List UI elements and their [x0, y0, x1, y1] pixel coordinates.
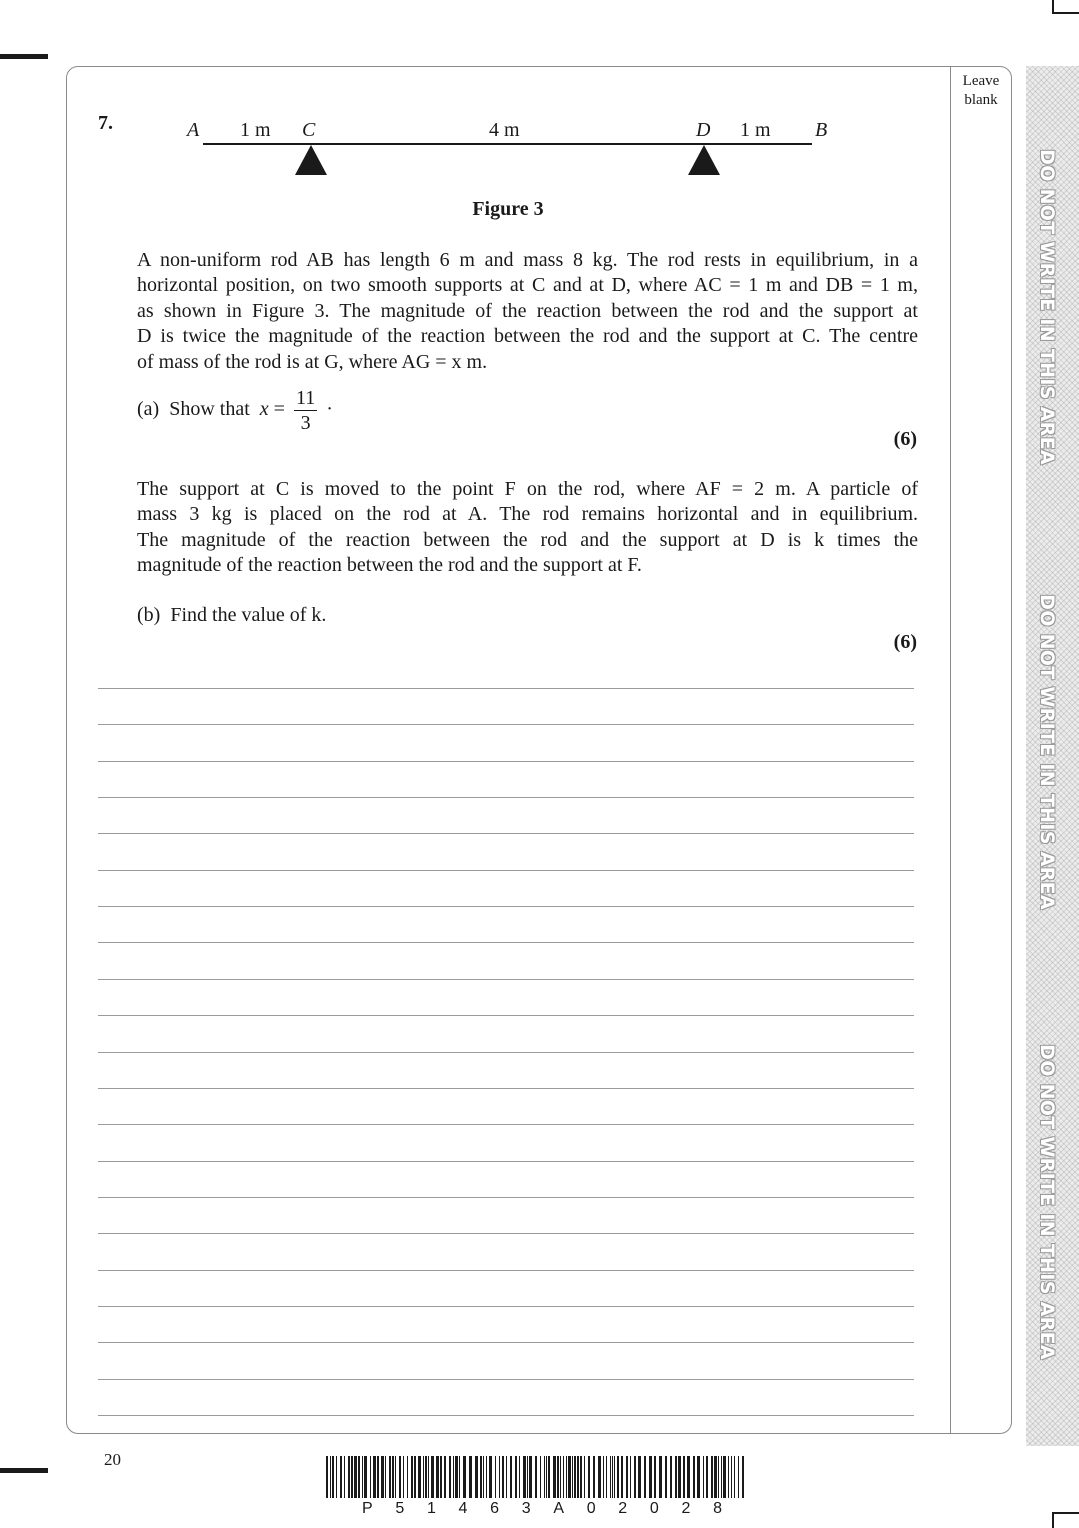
barcode-digit: 8: [713, 1500, 722, 1517]
answer-line: [98, 1270, 914, 1271]
part-a-end-dot: ·: [326, 398, 333, 421]
barcode-bar: [560, 1456, 561, 1498]
barcode-bar: [711, 1456, 713, 1498]
barcode-bar: [348, 1456, 350, 1498]
barcode-bar: [428, 1456, 429, 1498]
barcode-bar: [444, 1456, 446, 1498]
barcode-bar: [665, 1456, 667, 1498]
barcode-bar: [742, 1456, 744, 1498]
barcode-bar: [630, 1456, 631, 1498]
barcode-bar: [486, 1456, 487, 1498]
barcode-bar: [418, 1456, 421, 1498]
barcode-bar: [703, 1456, 704, 1498]
barcode-bar: [577, 1456, 579, 1498]
barcode-bar: [483, 1456, 484, 1498]
continuation-line: The magnitude of the reaction between the rod and the support at D is k times the: [137, 528, 918, 551]
part-a-label: (a): [137, 398, 160, 421]
answer-line: [98, 1415, 914, 1416]
question-continuation: [137, 477, 918, 579]
barcode-bar: [336, 1456, 337, 1498]
part-a-text: Show that: [169, 398, 250, 421]
barcode-digit: 2: [618, 1500, 628, 1517]
barcode-bar: [634, 1456, 636, 1498]
barcode-bar: [649, 1456, 652, 1498]
rod-diagram: [195, 138, 820, 182]
barcode-bar: [326, 1456, 328, 1498]
barcode-bar: [617, 1456, 619, 1498]
barcode-bar: [606, 1456, 607, 1498]
barcode-bar: [548, 1456, 550, 1498]
barcode-bar: [499, 1456, 500, 1498]
barcode-bar: [395, 1456, 396, 1498]
continuation-line: magnitude of the reaction between the rod and the support at F.: [137, 554, 642, 577]
fraction-numerator: 11: [295, 387, 316, 409]
barcode-bar: [502, 1456, 504, 1498]
barcode-bar: [738, 1456, 739, 1498]
part-a-marks: (6): [893, 428, 917, 450]
part-a-variable: x: [259, 398, 269, 421]
barcode-bar: [557, 1456, 559, 1498]
barcode-bar: [519, 1456, 520, 1498]
barcode-digit: 0: [586, 1500, 596, 1517]
barcode-bar: [553, 1456, 556, 1498]
point-label-c: C: [302, 119, 316, 141]
answer-line: [98, 688, 914, 689]
barcode-bar: [381, 1456, 384, 1498]
barcode-bar: [358, 1456, 360, 1498]
answer-line: [98, 724, 914, 725]
barcode-bar: [675, 1456, 677, 1498]
barcode-bar: [469, 1456, 472, 1498]
barcode-digit: 5: [395, 1500, 405, 1517]
answer-line: [98, 870, 914, 871]
continuation-line: The support at C is moved to the point F on the rod, where AF = 2 m. A particle of: [137, 478, 918, 500]
barcode-bar: [568, 1456, 571, 1498]
barcode-bar: [678, 1456, 681, 1498]
dimension-cd: 4 m: [489, 119, 520, 141]
barcode-bar: [480, 1456, 482, 1498]
answer-line: [98, 1124, 914, 1125]
barcode-bar: [612, 1456, 613, 1498]
barcode-bar: [610, 1456, 611, 1498]
answer-line: [98, 979, 914, 980]
barcode-bar: [515, 1456, 517, 1498]
barcode-bar: [714, 1456, 717, 1498]
leave-blank-divider: [950, 66, 951, 1434]
question-number: 7.: [98, 112, 113, 134]
barcode-bar: [449, 1456, 451, 1498]
barcode-bar: [563, 1456, 564, 1498]
barcode-bar: [693, 1456, 695, 1498]
answer-line: [98, 1161, 914, 1162]
registration-mark-left-top: [0, 54, 48, 59]
barcode-bar: [453, 1456, 454, 1498]
barcode-bar: [670, 1456, 672, 1498]
barcode-bar: [580, 1456, 582, 1498]
barcode-bar: [425, 1456, 427, 1498]
barcode-digit: 4: [458, 1500, 468, 1517]
barcode-digit: 0: [649, 1500, 659, 1517]
barcode-bar: [540, 1456, 541, 1498]
barcode-bar: [389, 1456, 391, 1498]
point-label-b: B: [815, 119, 828, 141]
barcode-bar: [728, 1456, 729, 1498]
barcode-bar: [687, 1456, 690, 1498]
barcode-bar: [529, 1456, 532, 1498]
barcode-bar: [385, 1456, 386, 1498]
barcode-bar: [593, 1456, 595, 1498]
part-a-equals: =: [273, 398, 285, 421]
answer-line: [98, 1342, 914, 1343]
answer-line: [98, 1052, 914, 1053]
barcode-bar: [431, 1456, 434, 1498]
barcode-bar: [572, 1456, 573, 1498]
answer-line: [98, 833, 914, 834]
barcode-bar: [588, 1456, 590, 1498]
barcode-bar: [706, 1456, 708, 1498]
point-label-a: A: [187, 119, 200, 141]
support-c-triangle: [295, 145, 327, 175]
barcode-bar: [475, 1456, 478, 1498]
registration-mark-bottom-right-h: [1052, 1512, 1079, 1514]
barcode-digit: 2: [681, 1500, 691, 1517]
barcode-bar: [734, 1456, 735, 1498]
barcode-digit: 1: [426, 1500, 436, 1517]
barcode-bar: [423, 1456, 424, 1498]
part-b-label: (b): [137, 604, 161, 626]
registration-mark-bottom-right: [1052, 1512, 1054, 1528]
barcode-bar: [535, 1456, 537, 1498]
part-b: [137, 604, 326, 627]
barcode-bar: [377, 1456, 379, 1498]
barcode-bar: [527, 1456, 528, 1498]
barcode-digit: 3: [521, 1500, 531, 1517]
answer-line: [98, 1379, 914, 1380]
barcode-bar: [697, 1456, 700, 1498]
answer-line: [98, 942, 914, 943]
barcode-bar: [340, 1456, 342, 1498]
barcode-bar: [332, 1456, 334, 1498]
barcode-bar: [574, 1456, 576, 1498]
continuation-line: mass 3 kg is placed on the rod at A. The rod remains horizontal and in equilibrium.: [137, 503, 918, 526]
barcode-bar: [546, 1456, 547, 1498]
part-b-marks: (6): [893, 631, 917, 653]
barcode-bar: [683, 1456, 685, 1498]
barcode-bar: [621, 1456, 623, 1498]
answer-line: [98, 1015, 914, 1016]
barcode-bar: [718, 1456, 719, 1498]
question-intro: [137, 248, 918, 375]
answer-line: [98, 761, 914, 762]
barcode-bar: [344, 1456, 345, 1498]
barcode-bar: [510, 1456, 512, 1498]
answer-line: [98, 1306, 914, 1307]
barcode-bar: [407, 1456, 408, 1498]
barcode-bar: [584, 1456, 585, 1498]
answer-line: [98, 1197, 914, 1198]
page-number: 20: [104, 1450, 121, 1469]
barcode-bar: [495, 1456, 496, 1498]
barcode-digits: [362, 1500, 722, 1518]
barcode-digit: P: [362, 1500, 373, 1517]
barcode-bar: [638, 1456, 641, 1498]
barcode-bar: [351, 1456, 353, 1498]
leave-blank-label: Leave blank: [962, 73, 1000, 108]
intro-line: of mass of the rod is at G, where AG = x m.: [137, 350, 488, 373]
barcode-bar: [598, 1456, 601, 1498]
point-label-d: D: [696, 119, 711, 141]
barcode-bar: [373, 1456, 376, 1498]
intro-line: as shown in Figure 3. The magnitude of the reaction between the rod and the support at: [137, 299, 918, 322]
barcode-bar: [603, 1456, 604, 1498]
registration-mark-left-bottom: [0, 1468, 48, 1473]
barcode-bar: [411, 1456, 413, 1498]
barcode-bar: [659, 1456, 662, 1498]
part-a: [137, 386, 333, 435]
barcode-bar: [440, 1456, 442, 1498]
answer-line: [98, 1088, 914, 1089]
barcode-bar: [489, 1456, 492, 1498]
part-b-text: Find the value of k.: [170, 604, 327, 626]
intro-line: A non-uniform rod AB has length 6 m and mass 8 kg. The rod rests in equilibrium, in a: [137, 249, 918, 271]
barcode-bar: [414, 1456, 416, 1498]
barcode-digit: A: [553, 1500, 564, 1517]
barcode-bar: [463, 1456, 466, 1498]
registration-mark-top-right-h: [1052, 12, 1079, 14]
barcode-bar: [654, 1456, 656, 1498]
intro-line: horizontal position, on two smooth supports at C and at D, where AC = 1 m and DB = 1 m,: [137, 274, 918, 297]
barcode-digit: 6: [490, 1500, 500, 1517]
registration-mark-top-right: [1052, 0, 1054, 12]
dimension-ac: 1 m: [240, 119, 271, 141]
barcode-bar: [403, 1456, 404, 1498]
barcode: [326, 1456, 750, 1498]
barcode-bar: [523, 1456, 526, 1498]
barcode-bar: [436, 1456, 439, 1498]
barcode-bar: [330, 1456, 331, 1498]
barcode-bar: [731, 1456, 732, 1498]
dimension-db: 1 m: [740, 119, 771, 141]
figure-caption: Figure 3: [472, 198, 544, 220]
barcode-bar: [566, 1456, 567, 1498]
barcode-bar: [459, 1456, 460, 1498]
fraction-eleven-thirds: [294, 386, 317, 435]
barcode-bar: [544, 1456, 545, 1498]
fraction-denominator: 3: [300, 412, 311, 434]
barcode-bar: [392, 1456, 394, 1498]
barcode-bar: [614, 1456, 615, 1498]
barcode-bar: [364, 1456, 367, 1498]
answer-line: [98, 797, 914, 798]
barcode-bar: [370, 1456, 371, 1498]
barcode-bar: [723, 1456, 726, 1498]
barcode-bar: [399, 1456, 401, 1498]
support-d-triangle: [688, 145, 720, 175]
barcode-bar: [644, 1456, 646, 1498]
answer-line: [98, 1233, 914, 1234]
barcode-bar: [362, 1456, 363, 1498]
barcode-bar: [506, 1456, 507, 1498]
answer-line: [98, 906, 914, 907]
barcode-bar: [455, 1456, 458, 1498]
barcode-bar: [626, 1456, 628, 1498]
intro-line: D is twice the magnitude of the reaction between the rod and the support at C. The centre: [137, 325, 918, 348]
barcode-bar: [721, 1456, 722, 1498]
barcode-bar: [354, 1456, 357, 1498]
